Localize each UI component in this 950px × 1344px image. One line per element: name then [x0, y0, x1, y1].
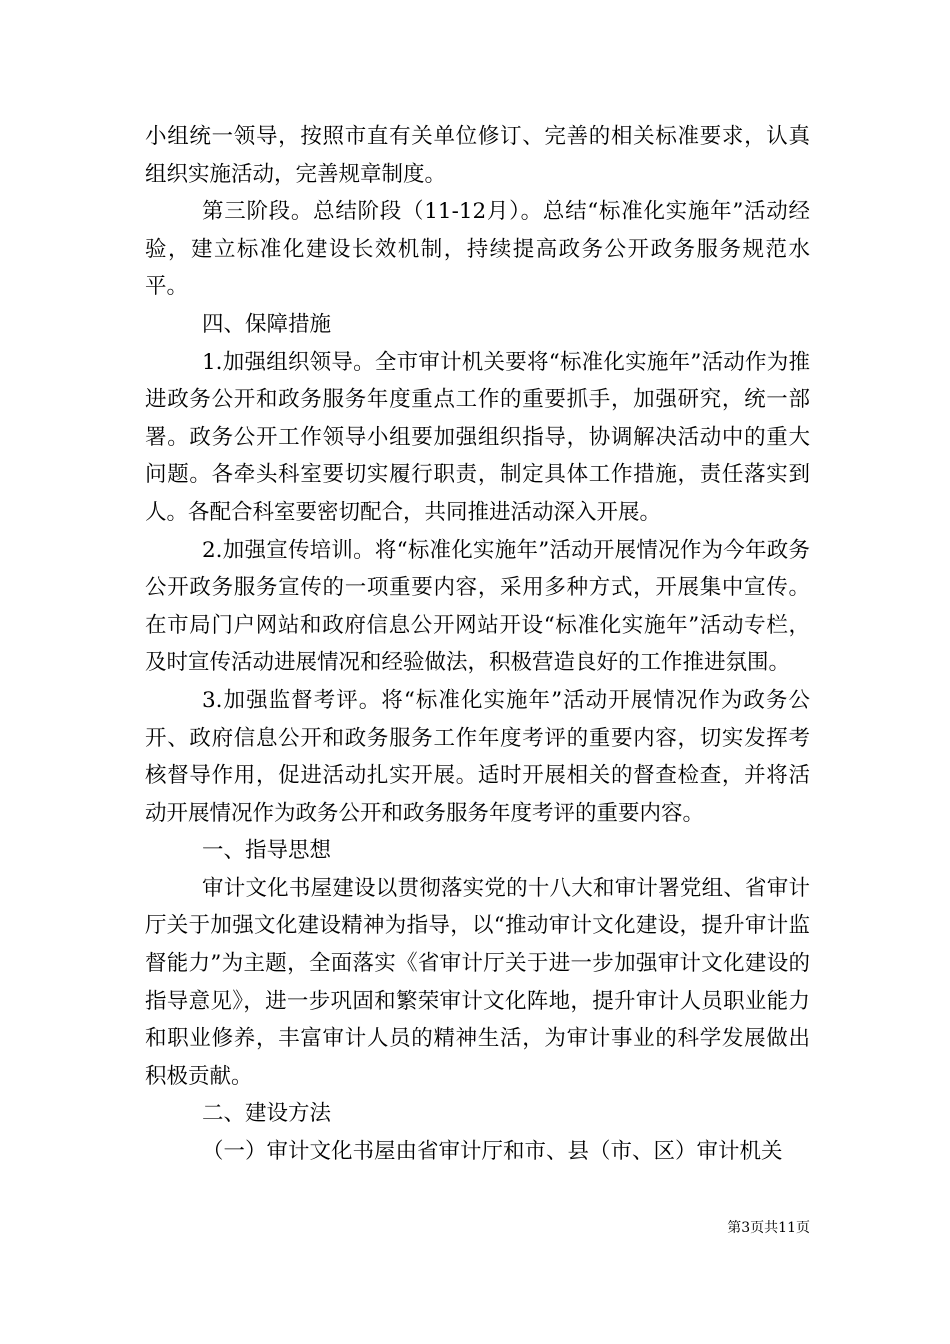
heading-safeguards: 四、保障措施 — [202, 311, 332, 337]
paragraph-publicity-training: 2.加强宣传培训。将“标准化实施年”活动开展情况作为今年政务公开政务服务宣传的一项重要内容，采用多种方式，开展集中宣传。在市局门户网站和政府信息公开网站开设“标准化实施年”活动专栏，及时宣传活动进展情况和经验做法，积极营造良好的工作推进氛围。 — [145, 537, 810, 676]
paragraph-construction-method-one: （一）审计文化书屋由省审计厅和市、县（市、区）审计机关 — [202, 1139, 783, 1165]
paragraph-guiding-ideology: 审计文化书屋建设以贯彻落实党的十八大和审计署党组、省审计厅关于加强文化建设精神为指导，以“推动审计文化建设，提升审计监督能力”为主题，全面落实《省审计厅关于进一步加强审计文化建设的指导意见》，进一步巩固和繁荣审计文化阵地，提升审计人员职业能力和职业修养，丰富审计人员的精神生活，为审计事业的科学发展做出积极贡献。 — [145, 875, 810, 1089]
heading-construction-method: 二、建设方法 — [202, 1101, 332, 1127]
document-body — [145, 118, 810, 1171]
paragraph-continuation: 小组统一领导，按照市直有关单位修订、完善的相关标准要求，认真组织实施活动，完善规章制度。 — [145, 124, 810, 187]
heading-guiding-ideology: 一、指导思想 — [202, 838, 332, 864]
paragraph-phase-three: 第三阶段。总结阶段（11-12月）。总结“标准化实施年”活动经验，建立标准化建设长效机制，持续提高政务公开政务服务规范水平。 — [145, 199, 810, 300]
page-number: 第3页共11页 — [727, 1220, 810, 1236]
paragraph-supervision-evaluation: 3.加强监督考评。将“标准化实施年”活动开展情况作为政务公开、政府信息公开和政务服务工作年度考评的重要内容，切实发挥考核督导作用，促进活动扎实开展。适时开展相关的督查检查，并将活动开展情况作为政务公开和政务服务年度考评的重要内容。 — [145, 687, 810, 826]
paragraph-organization-leadership: 1.加强组织领导。全市审计机关要将“标准化实施年”活动作为推进政务公开和政务服务年度重点工作的重要抓手，加强研究，统一部署。政务公开工作领导小组要加强组织指导，协调解决活动中的重大问题。各牵头科室要切实履行职责，制定具体工作措施，责任落实到人。各配合科室要密切配合，共同推进活动深入开展。 — [145, 349, 810, 525]
